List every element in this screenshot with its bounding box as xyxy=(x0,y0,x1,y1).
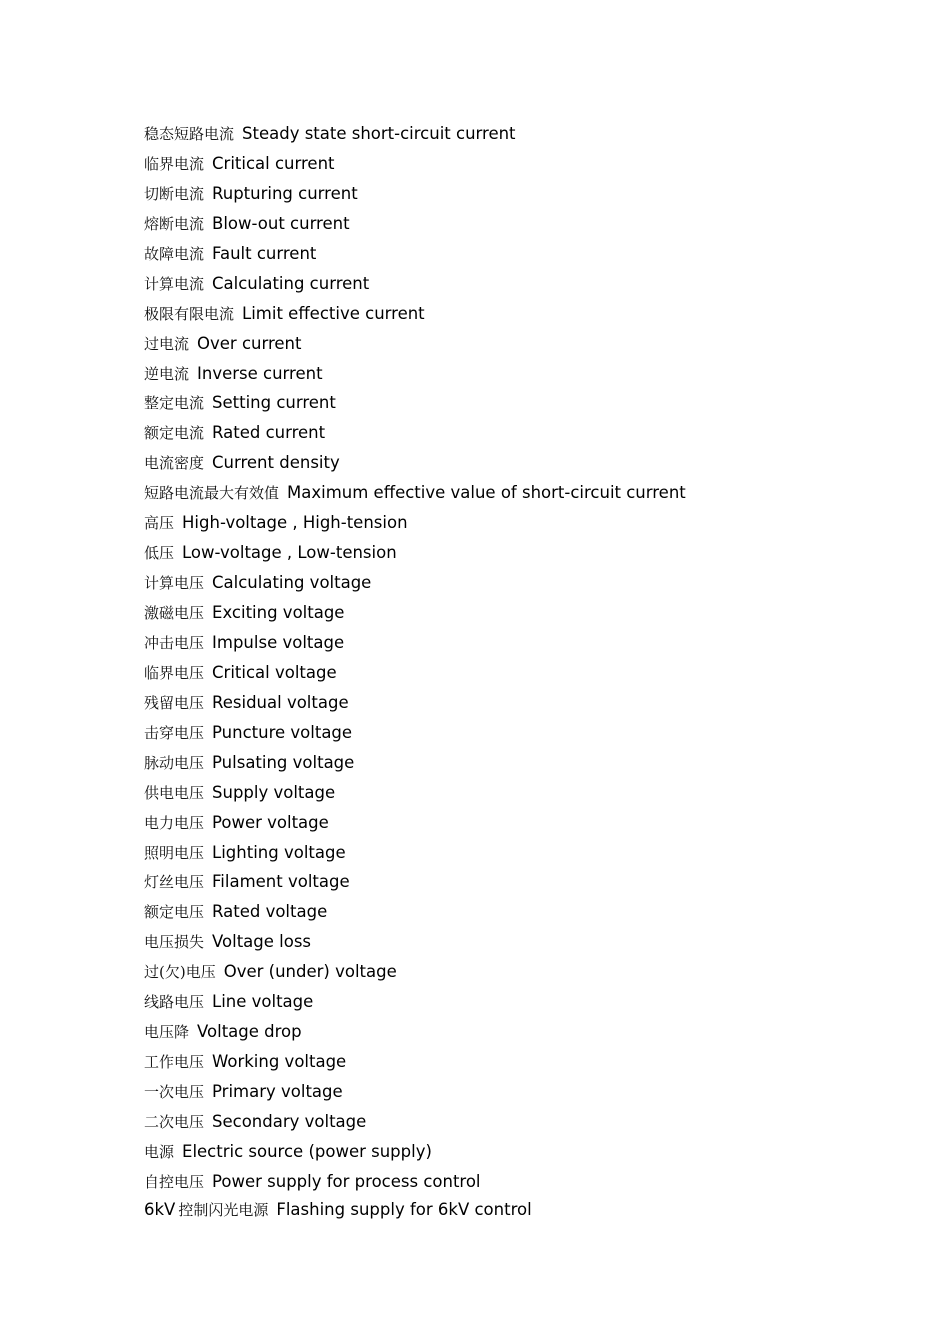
chinese-term: 极限有限电流 xyxy=(144,304,235,323)
chinese-term: 工作电压 xyxy=(144,1053,205,1072)
english-term: Current density xyxy=(212,453,340,473)
chinese-term: 切断电流 xyxy=(144,184,205,203)
chinese-term: 激磁电压 xyxy=(144,604,205,622)
english-term: Supply voltage xyxy=(212,782,336,802)
glossary-entry xyxy=(144,628,904,658)
english-term: Puncture voltage xyxy=(212,722,353,742)
chinese-term: 电源 xyxy=(144,1142,175,1161)
glossary-entry xyxy=(144,1017,904,1047)
document-page xyxy=(144,119,904,1225)
english-term: Fault current xyxy=(212,243,317,263)
english-term: Calculating current xyxy=(212,273,370,293)
chinese-term: 二次电压 xyxy=(144,1112,205,1131)
english-term: Critical voltage xyxy=(212,662,337,682)
english-term: Pulsating voltage xyxy=(212,752,355,772)
chinese-term: 短路电流最大有效值 xyxy=(144,484,280,503)
chinese-term: 临界电流 xyxy=(144,154,205,173)
english-term: Low-voltage , Low-tension xyxy=(182,543,397,563)
chinese-term: 高压 xyxy=(144,514,175,533)
glossary-list xyxy=(144,119,904,1197)
glossary-entry xyxy=(144,778,904,808)
english-term: Impulse voltage xyxy=(212,632,345,652)
english-term: Filament voltage xyxy=(212,872,350,892)
english-term: Primary voltage xyxy=(212,1082,343,1101)
glossary-entry xyxy=(144,508,904,538)
glossary-entry xyxy=(144,179,904,209)
chinese-term: 脉动电压 xyxy=(144,753,205,772)
glossary-entry xyxy=(144,538,904,568)
chinese-term: 击穿电压 xyxy=(144,723,205,742)
glossary-entry xyxy=(144,658,904,688)
english-term: Exciting voltage xyxy=(212,603,345,622)
english-term: Voltage drop xyxy=(197,1022,302,1042)
english-term: Flashing supply for 6kV control xyxy=(276,1199,532,1219)
chinese-term: 电压降 xyxy=(144,1023,190,1042)
english-term: Secondary voltage xyxy=(212,1111,367,1131)
english-term: Blow-out current xyxy=(212,213,350,233)
english-term: Power voltage xyxy=(212,812,329,832)
glossary-entry xyxy=(144,209,904,239)
english-term: Critical current xyxy=(212,153,335,173)
english-term: Inverse current xyxy=(197,363,323,383)
english-term: Residual voltage xyxy=(212,692,349,712)
glossary-entry xyxy=(144,119,904,149)
english-term: Electric source (power supply) xyxy=(182,1141,432,1161)
glossary-entry xyxy=(144,927,904,957)
chinese-term: 额定电压 xyxy=(144,903,205,922)
glossary-entry xyxy=(144,1197,904,1225)
chinese-term: 电力电压 xyxy=(144,813,205,832)
glossary-entry xyxy=(144,808,904,838)
english-term: Calculating voltage xyxy=(212,573,372,593)
glossary-entry xyxy=(144,299,904,329)
chinese-term: 低压 xyxy=(144,544,175,563)
chinese-term: 计算电压 xyxy=(144,574,205,593)
glossary-entry xyxy=(144,688,904,718)
glossary-entry xyxy=(144,897,904,927)
english-term: Line voltage xyxy=(212,992,314,1012)
glossary-entry xyxy=(144,1137,904,1167)
glossary-entry xyxy=(144,748,904,778)
english-term: Over current xyxy=(197,333,302,353)
glossary-entry xyxy=(144,149,904,179)
glossary-entry xyxy=(144,1077,904,1107)
chinese-term: 电压损失 xyxy=(144,933,205,952)
english-term: Rupturing current xyxy=(212,183,358,203)
chinese-term: 自控电压 xyxy=(144,1172,205,1191)
glossary-entry xyxy=(144,418,904,448)
chinese-term: 残留电压 xyxy=(144,693,205,712)
english-term: Limit effective current xyxy=(242,303,425,323)
chinese-term: 故障电流 xyxy=(144,244,205,263)
glossary-entry xyxy=(144,838,904,868)
chinese-term: 额定电流 xyxy=(144,424,205,443)
english-term: Working voltage xyxy=(212,1052,347,1072)
glossary-entry xyxy=(144,598,904,628)
english-term: High-voltage , High-tension xyxy=(182,513,408,533)
chinese-term: 控制闪光电源 xyxy=(178,1200,269,1219)
glossary-entry xyxy=(144,987,904,1017)
chinese-term: 供电电压 xyxy=(144,783,205,802)
english-term: Over (under) voltage xyxy=(223,962,397,982)
chinese-term: 稳态短路电流 xyxy=(144,125,235,143)
chinese-term: 整定电流 xyxy=(144,394,205,413)
chinese-term: 一次电压 xyxy=(144,1083,205,1101)
chinese-term: 电流密度 xyxy=(144,454,205,473)
glossary-entry xyxy=(144,568,904,598)
glossary-entry xyxy=(144,388,904,418)
english-term: Rated voltage xyxy=(212,902,328,922)
chinese-term: 冲击电压 xyxy=(144,633,205,652)
english-term: Steady state short-circuit current xyxy=(242,124,516,143)
chinese-term: 逆电流 xyxy=(144,364,190,383)
chinese-term: 灯丝电压 xyxy=(144,873,205,892)
english-term: Setting current xyxy=(212,393,336,413)
glossary-entry xyxy=(144,329,904,359)
english-term: Maximum effective value of short-circuit current xyxy=(287,483,686,503)
chinese-term: 临界电压 xyxy=(144,663,205,682)
english-term: Voltage loss xyxy=(212,932,312,952)
glossary-entry xyxy=(144,359,904,389)
glossary-entry xyxy=(144,478,904,508)
english-term: Rated current xyxy=(212,423,326,443)
chinese-term: 计算电流 xyxy=(144,274,205,293)
chinese-term: 熔断电流 xyxy=(144,214,205,233)
english-term: Lighting voltage xyxy=(212,842,346,862)
glossary-entry xyxy=(144,1047,904,1077)
glossary-entry xyxy=(144,448,904,478)
glossary-entry xyxy=(144,957,904,987)
glossary-entry xyxy=(144,269,904,299)
chinese-term: 照明电压 xyxy=(144,843,205,862)
glossary-entry xyxy=(144,867,904,897)
chinese-term: 过电流 xyxy=(144,334,190,353)
chinese-term: 线路电压 xyxy=(144,993,205,1012)
glossary-entry xyxy=(144,1107,904,1137)
glossary-entry xyxy=(144,718,904,748)
english-term: Power supply for process control xyxy=(212,1171,481,1191)
glossary-entry xyxy=(144,1167,904,1197)
glossary-entry xyxy=(144,239,904,269)
term-prefix: 6kV xyxy=(144,1199,176,1219)
chinese-term: 过(欠)电压 xyxy=(144,963,216,982)
